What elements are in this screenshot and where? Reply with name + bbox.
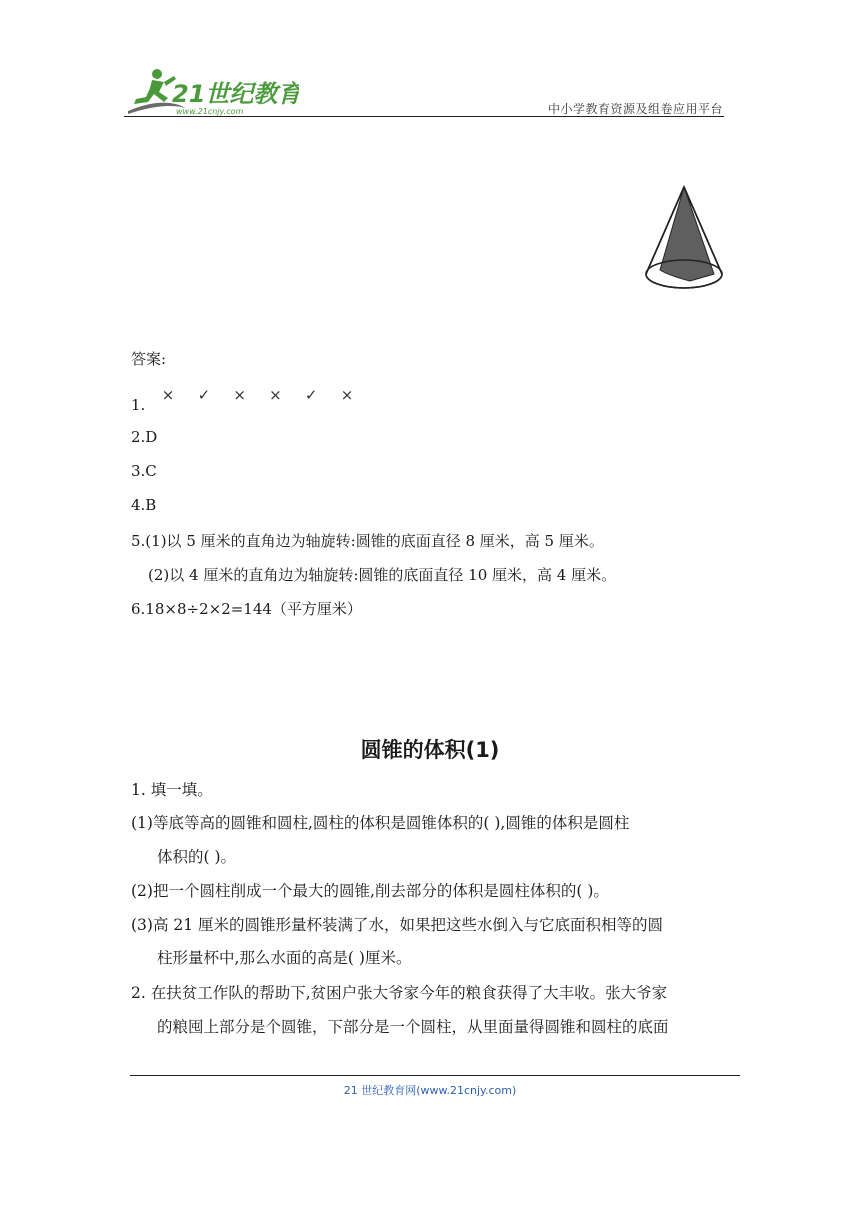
question-line: 1. 填一填。 bbox=[131, 781, 213, 799]
cross-icon: × bbox=[233, 386, 246, 404]
answer-2: 2.D bbox=[131, 428, 158, 446]
cross-icon: × bbox=[269, 386, 282, 404]
logo-text: 21世纪教育 bbox=[172, 80, 299, 108]
footer-link[interactable]: 21 世纪教育网(www.21cnjy.com) bbox=[343, 1084, 517, 1097]
site-logo bbox=[124, 66, 299, 120]
answer-3: 3.C bbox=[131, 462, 157, 480]
answer-1-number: 1. bbox=[131, 396, 146, 414]
answer-5-part-2: (2)以 4 厘米的直角边为轴旋转:圆锥的底面直径 10 厘米，高 4 厘米。 bbox=[148, 566, 617, 584]
answer-4: 4.B bbox=[131, 496, 157, 514]
header-tagline: 中小学教育资源及组卷应用平台 bbox=[547, 102, 723, 116]
answer-1-marks bbox=[160, 386, 370, 404]
answer-1 bbox=[131, 386, 370, 414]
cross-icon: × bbox=[340, 386, 354, 404]
question-line: 2. 在扶贫工作队的帮助下,贫困户张大爷家今年的粮食获得了大丰收。张大爷家 bbox=[131, 984, 668, 1002]
answer-6: 6.18×8÷2×2=144（平方厘米） bbox=[131, 600, 362, 618]
cone-illustration bbox=[640, 184, 726, 296]
question-line: 的粮囤上部分是个圆锥，下部分是一个圆柱，从里面量得圆锥和圆柱的底面 bbox=[157, 1018, 669, 1036]
logo-url: www.21cnjy.com bbox=[176, 107, 244, 116]
question-line: 体积的( )。 bbox=[157, 848, 237, 866]
cross-icon: × bbox=[161, 386, 175, 404]
header-divider bbox=[124, 116, 724, 117]
answer-5-part-1: 5.(1)以 5 厘米的直角边为轴旋转:圆锥的底面直径 8 厘米，高 5 厘米。 bbox=[131, 532, 604, 550]
question-line: 柱形量杯中,那么水面的高是( )厘米。 bbox=[157, 949, 412, 967]
question-line: (3)高 21 厘米的圆锥形量杯装满了水，如果把这些水倒入与它底面积相等的圆 bbox=[131, 916, 664, 934]
footer-divider bbox=[130, 1075, 740, 1076]
question-line: (1)等底等高的圆锥和圆柱,圆柱的体积是圆锥体积的( ),圆锥的体积是圆柱 bbox=[131, 814, 630, 832]
check-icon: ✓ bbox=[197, 386, 211, 404]
check-icon: ✓ bbox=[304, 386, 318, 404]
section-title: 圆锥的体积(1) bbox=[360, 738, 500, 762]
question-line: (2)把一个圆柱削成一个最大的圆锥,削去部分的体积是圆柱体积的( )。 bbox=[131, 882, 609, 900]
answers-heading: 答案: bbox=[131, 350, 167, 368]
